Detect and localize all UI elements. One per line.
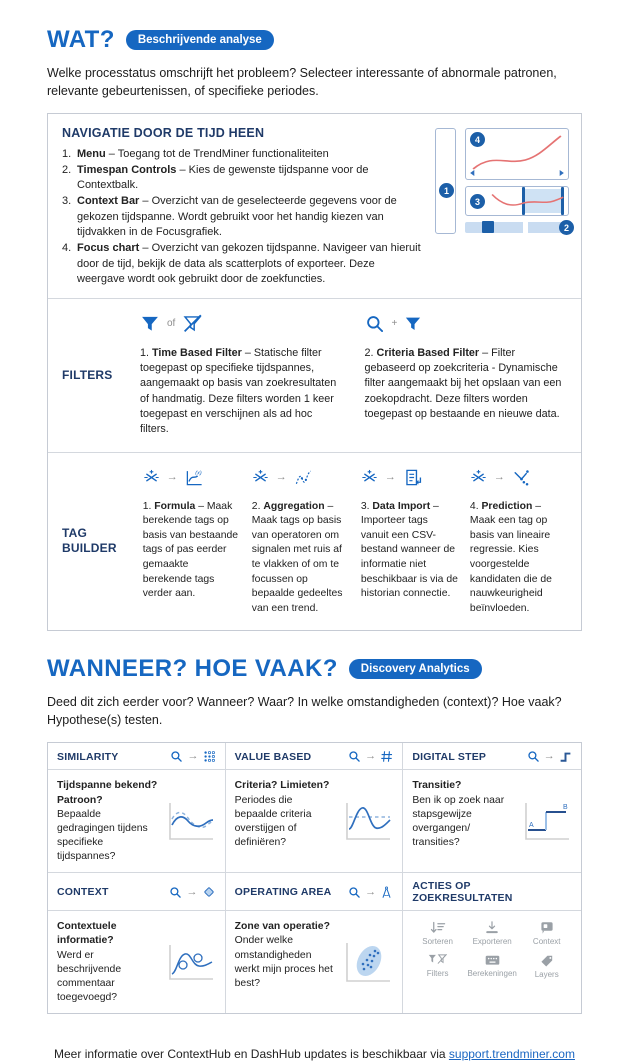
funnel-icon <box>140 314 160 334</box>
data-import-col: → 3. Data Import – Importeer tags vanuit een CSV-bestand wanneer de informatie niet beschikbaar is via de historian connectie. <box>361 465 458 617</box>
aggregation-icon <box>294 468 313 487</box>
or-connector: of <box>167 318 176 330</box>
wat-section-header <box>47 26 582 54</box>
search-icon <box>365 314 385 334</box>
action-context: Context <box>520 920 573 946</box>
arrow-icon: → <box>187 750 199 763</box>
filters-columns <box>140 299 581 452</box>
nav-item-context-bar: 3. Context Bar – Overzicht van de geselecteerde gegevens voor de gekozen tijdspanne. Wordt gebruikt voor het handig kiezen van tijdvakken in de Focusgrafiek. <box>62 195 397 239</box>
menu-panel-illustration <box>435 128 456 234</box>
wat-intro: Welke processtatus omschrijft het probleem? Selecteer interessante of abnormale patronen, relevante gebeurtenissen, of specifieke periodes. <box>47 66 557 99</box>
wanneer-intro: Deed dit zich eerder voor? Wanneer? Waar? In welke omstandigheden (context)? Hoe vaak? Hypothese(s) testen. <box>47 695 562 728</box>
tag-builder-icon <box>143 469 160 486</box>
svg-text:(x): (x) <box>195 470 202 477</box>
footer-text: Meer informatie over ContextHub en DashHub updates is beschikbaar via <box>54 1047 446 1061</box>
similarity-header: SIMILARITY → <box>48 743 226 770</box>
tag-builder-icon <box>252 469 269 486</box>
operating-area-cell: Zone van operatie? Onder welke omstandigheden werkt mijn proces het best? <box>226 911 404 1013</box>
context-bar-illustration <box>465 186 569 216</box>
prediction-icon <box>512 468 531 487</box>
navigation-row <box>48 114 581 297</box>
wanneer-section-header <box>47 655 582 683</box>
search-icon <box>348 886 361 899</box>
arrow-icon: → <box>166 471 178 484</box>
context-diamond-icon <box>202 885 216 899</box>
search-icon <box>348 750 361 763</box>
action-layers: Layers <box>520 953 573 979</box>
action-filters: Filters <box>411 953 464 979</box>
actions-cell <box>403 911 581 1013</box>
scroll-left-icon <box>470 170 474 176</box>
similarity-minichart <box>163 799 217 845</box>
arrow-icon: → <box>543 750 555 763</box>
digital-step-minichart <box>519 799 573 845</box>
search-grid <box>47 742 582 1014</box>
prediction-col: → 4. Prediction – Maak een tag op basis van lineaire regressie. Kies voorgestelde kandidaten die de nauwkeurigheid beïnvloeden. <box>470 465 567 617</box>
arrow-icon: → <box>275 471 287 484</box>
export-icon <box>484 920 500 935</box>
search-icon <box>170 750 183 763</box>
action-exporteren: Exporteren <box>466 920 519 946</box>
badge-1: 1 <box>439 183 454 198</box>
timespan-controls-illustration <box>465 222 569 233</box>
tag-builder-icon <box>361 469 378 486</box>
funnel-slash-icon <box>182 313 203 334</box>
funnel-icon <box>404 315 422 333</box>
filters-icon <box>428 953 447 967</box>
diagram-stack <box>465 128 569 287</box>
nav-item-menu: 1. Menu – Toegang tot de TrendMiner functionaliteiten <box>62 148 329 161</box>
digital-step-cell: Transitie? Ben ik op zoek naar stapsgewijze overgangen/ transities? A B <box>403 770 581 873</box>
tag-builder-label: TAG BUILDER <box>62 526 117 556</box>
wanneer-badge: Discovery Analytics <box>349 659 482 679</box>
wanneer-title: WANNEER? HOE VAAK? <box>47 655 338 683</box>
data-import-icon <box>403 468 422 487</box>
search-icon <box>169 886 182 899</box>
action-sorteren: Sorteren <box>411 920 464 946</box>
formula-chart-icon <box>185 468 204 487</box>
comment-bubble-icon <box>539 920 555 935</box>
context-cell: Contextuele informatie? Werd er beschrijvende commentaar toegevoegd? <box>48 911 226 1013</box>
tag-builder-icon <box>470 469 487 486</box>
timespan-handle <box>482 221 494 233</box>
actions-header: ACTIES OP ZOEKRESULTATEN <box>403 873 581 911</box>
badge-2: 2 <box>559 220 574 235</box>
operating-area-header: OPERATING AREA → <box>226 873 404 911</box>
arrow-icon: → <box>365 750 377 763</box>
arrow-icon: → <box>384 471 396 484</box>
operating-area-minichart <box>340 939 394 987</box>
value-based-header: VALUE BASED → <box>226 743 404 770</box>
criteria-based-filter-col: + 2. Criteria Based Filter – Filter gebaseerd op zoekcriteria - Dynamische filter aangemaakt bij het opslaan van een zoekopdracht. Deze filters worden toegepast op bestaande en nieuwe data. <box>365 311 568 438</box>
context-minichart <box>163 941 217 985</box>
wat-badge: Beschrijvende analyse <box>126 30 274 50</box>
support-link[interactable]: support.trendminer.com <box>448 1047 575 1061</box>
layers-tag-icon <box>539 953 555 968</box>
digital-step-header: DIGITAL STEP → <box>403 743 581 770</box>
step-icon <box>559 750 572 763</box>
filters-row <box>48 298 581 452</box>
value-based-minichart <box>340 799 394 845</box>
action-berekeningen: Berekeningen <box>466 953 519 979</box>
tag-builder-row <box>48 452 581 631</box>
compass-icon <box>380 886 393 899</box>
nav-item-timespan-controls: 2. Timespan Controls – Kies de gewenste tijdspanne voor de Contextbalk. <box>62 163 369 192</box>
navigation-text <box>62 126 423 287</box>
calculations-icon <box>484 953 501 967</box>
badge-3: 3 <box>470 194 485 209</box>
svg-text:B: B <box>563 803 568 811</box>
svg-text:A: A <box>529 821 534 829</box>
navigation-title: NAVIGATIE DOOR DE TIJD HEEN <box>62 126 265 141</box>
tag-builder-columns <box>143 453 581 631</box>
hash-grid-icon <box>380 750 393 763</box>
badge-4: 4 <box>470 132 485 147</box>
scroll-right-icon <box>560 170 564 176</box>
similarity-dots-icon <box>203 750 216 763</box>
arrow-icon: → <box>186 885 198 898</box>
wat-title: WAT? <box>47 26 115 53</box>
plus-connector: + <box>391 318 398 330</box>
time-based-filter-col: of 1. Time Based Filter – Statische filter toegepast op specifieke tijdspannes, aangemaakt op basis van zoekresultaten of handmatig. Deze filters worden 1 keer toegepast en verschijnen als ad hoc filters. <box>140 311 343 438</box>
formula-col: → (x) 1. Formula – Maak berekende tags op basis van bestaande tags of pas eerder gemaakte berekende tags verder aan. <box>143 465 240 617</box>
value-based-cell: Criteria? Limieten? Periodes die bepaalde criteria overstijgen of definiëren? <box>226 770 404 873</box>
arrow-icon: → <box>365 885 377 898</box>
arrow-icon: → <box>493 471 505 484</box>
search-icon <box>527 750 540 763</box>
focus-chart-illustration <box>465 128 569 180</box>
aggregation-col: → 2. Aggregation – Maak tags op basis van operatoren om signalen met ruis af te vlakken of om te focussen op bepaalde gedeeltes van een trend. <box>252 465 349 617</box>
filters-label: FILTERS <box>62 367 113 382</box>
timespan-gap <box>523 222 528 233</box>
navigation-diagram <box>435 126 569 287</box>
similarity-cell: Tijdspanne bekend? Patroon? Bepaalde gedragingen tijdens specifieke tijdspannes? <box>48 770 226 873</box>
nav-item-focus-chart: 4. Focus chart – Overzicht van gekozen tijdspanne. Navigeer van hieruit door de tijd, bekijk de data als scatterplots of exporteer. Deze weergave wordt ook gebruikt door de zoekfuncties. <box>62 241 421 286</box>
footer <box>47 1047 582 1061</box>
context-header: CONTEXT → <box>48 873 226 911</box>
main-table <box>47 113 582 631</box>
sort-icon <box>429 920 446 935</box>
